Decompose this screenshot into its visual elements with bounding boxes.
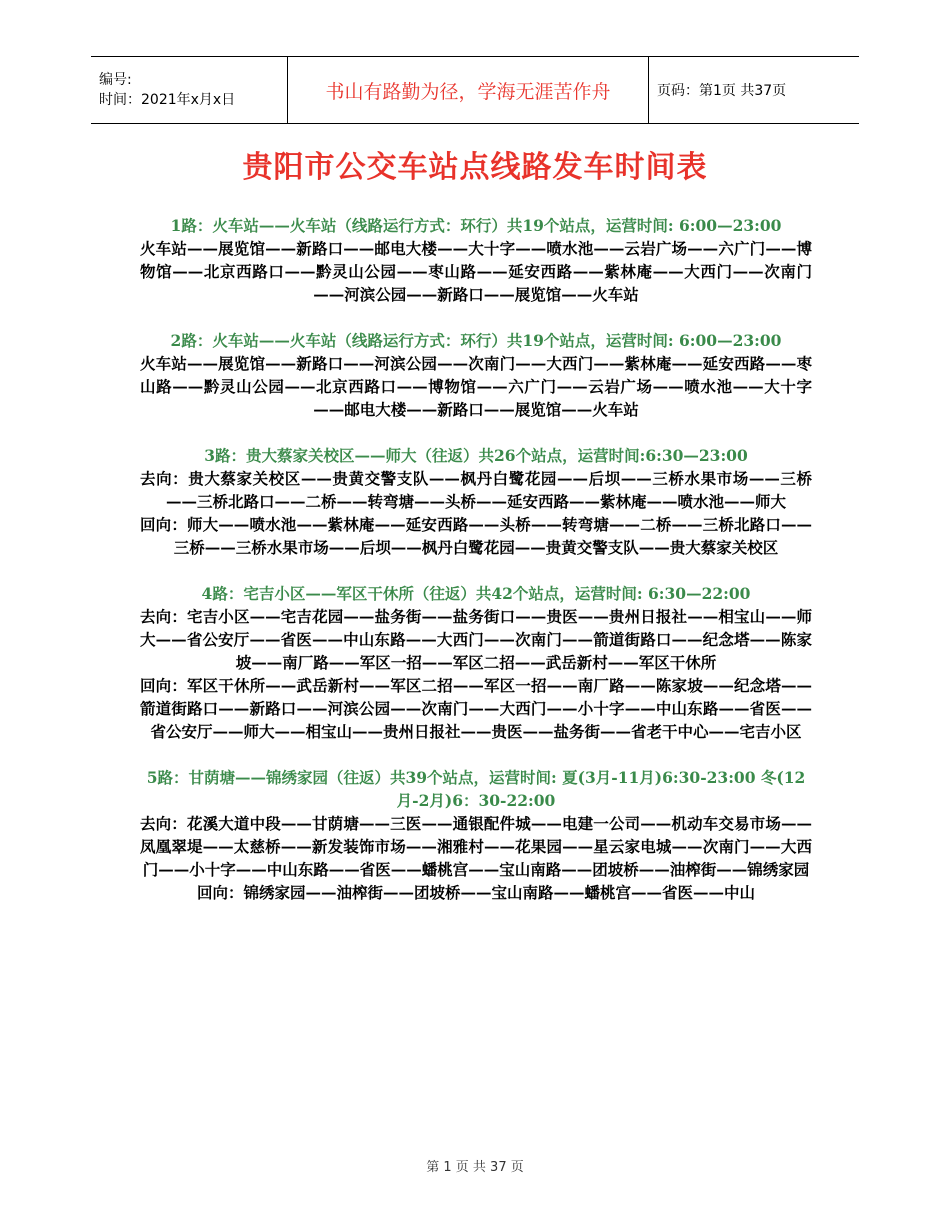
route-heading: 1路：火车站——火车站（线路运行方式：环行）共19个站点，运营时间: 6:00—23:00	[170, 216, 782, 235]
page-header	[91, 56, 859, 124]
header-page-number: 页码：第1页 共37页	[657, 83, 787, 99]
route-outbound-stops: 去向：贵大蔡家关校区——贵黄交警支队——枫丹白鹭花园——后坝——三桥水果市场——三桥——三桥北路口——二桥——转弯塘——头桥——延安西路——紫林庵——喷水池——师大	[140, 469, 812, 511]
route-2	[140, 329, 812, 421]
route-heading: 2路：火车站——火车站（线路运行方式：环行）共19个站点，运营时间: 6:00—23:00	[170, 331, 782, 350]
route-1	[140, 214, 812, 306]
route-return-stops: 回向：锦绣家园——油榨街——团坡桥——宝山南路——蟠桃宫——省医——中山	[196, 883, 755, 902]
document-number-label: 编号:	[99, 72, 132, 88]
page-title: 贵阳市公交车站点线路发车时间表	[242, 150, 708, 185]
route-return-stops: 回向：师大——喷水池——紫林庵——延安西路——头桥——转弯塘——二桥——三桥北路口——三桥——三桥水果市场——后坝——枫丹白鹭花园——贵黄交警支队——贵大蔡家关校区	[140, 515, 812, 557]
route-list	[140, 214, 812, 927]
route-4	[140, 582, 812, 743]
document-time-label: 时间：2021年x月x日	[99, 92, 236, 108]
route-heading: 4路：宅吉小区——军区干休所（往返）共42个站点，运营时间: 6:30—22:00	[201, 584, 751, 603]
header-meta	[91, 57, 287, 123]
route-outbound-stops: 去向：宅吉小区——宅吉花园——盐务街——盐务街口——贵医——贵州日报社——相宝山——师大——省公安厅——省医——中山东路——大西门——次南门——箭道街路口——纪念塔——陈家坡——南厂路——军区一招——军区二招——武岳新村——军区干休所	[140, 607, 812, 672]
route-outbound-stops: 去向：花溪大道中段——甘荫塘——三医——通银配件城——电建一公司——机动车交易市场——凤凰翠堤——太慈桥——新发装饰市场——湘雅村——花果园——星云家电城——次南门——大西门——小十字——中山东路——省医——蟠桃宫——宝山南路——团坡桥——油榨街——锦绣家园	[140, 814, 812, 879]
route-heading: 3路：贵大蔡家关校区——师大（往返）共26个站点，运营时间:6:30—23:00	[204, 446, 748, 465]
header-motto: 书山有路勤为径，学海无涯苦作舟	[287, 57, 649, 123]
route-5	[140, 766, 812, 904]
route-heading: 5路：甘荫塘——锦绣家园（往返）共39个站点，运营时间: 夏(3月-11月)6:30-23:00 冬(12月-2月)6：30-22:00	[146, 768, 806, 810]
route-stops: 火车站——展览馆——新路口——河滨公园——次南门——大西门——紫林庵——延安西路——枣山路——黔灵山公园——北京西路口——博物馆——六广门——云岩广场——喷水池——大十字——邮电大楼——新路口——展览馆——火车站	[140, 354, 812, 419]
page-footer: 第 1 页 共 37 页	[426, 1160, 524, 1175]
route-3	[140, 444, 812, 559]
route-return-stops: 回向：军区干休所——武岳新村——军区二招——军区一招——南厂路——陈家坡——纪念塔——箭道街路口——新路口——河滨公园——次南门——大西门——小十字——中山东路——省医——省公安厅——师大——相宝山——贵州日报社——贵医——盐务街——省老干中心——宅吉小区	[140, 676, 812, 741]
route-stops: 火车站——展览馆——新路口——邮电大楼——大十字——喷水池——云岩广场——六广门——博物馆——北京西路口——黔灵山公园——枣山路——延安西路——紫林庵——大西门——次南门——河滨公园——新路口——展览馆——火车站	[140, 239, 812, 304]
